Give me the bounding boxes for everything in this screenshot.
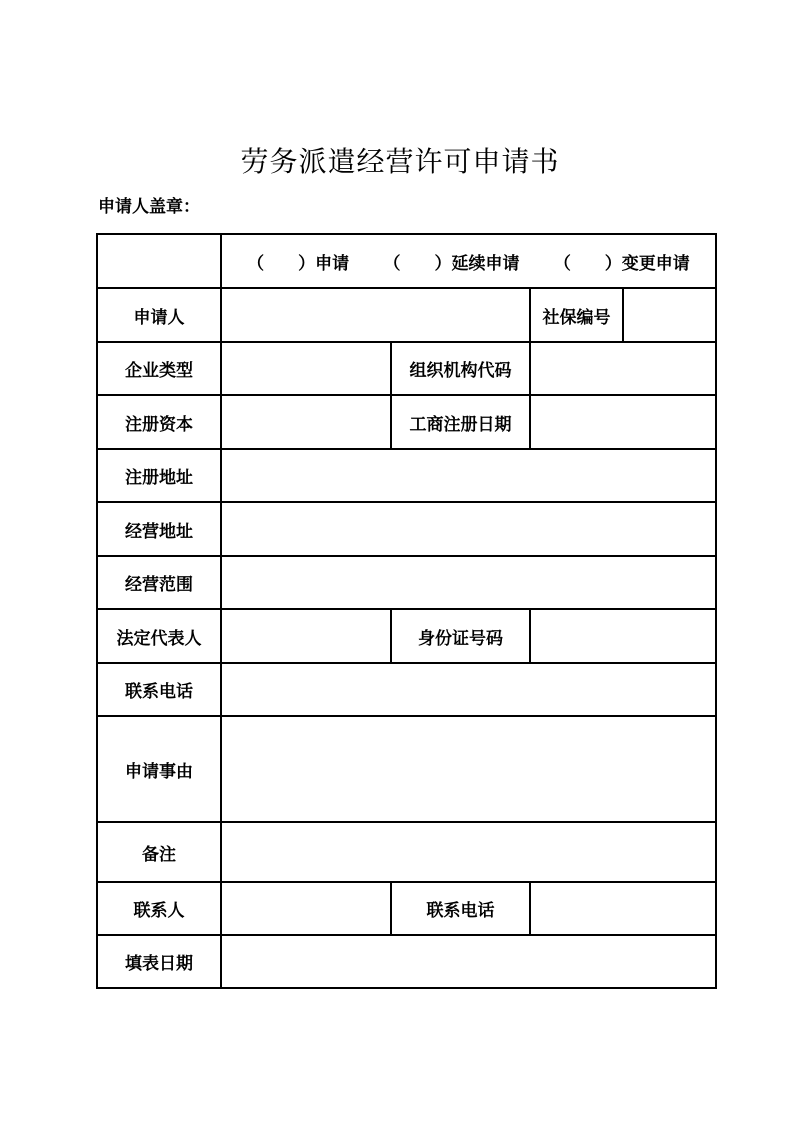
- label-registration-date: 工商注册日期: [391, 395, 530, 449]
- label-registered-address: 注册地址: [97, 449, 221, 502]
- field-legal-representative[interactable]: [221, 609, 391, 663]
- label-legal-representative: 法定代表人: [97, 609, 221, 663]
- field-social-security-no[interactable]: [623, 288, 716, 342]
- option-change-application[interactable]: （ ）变更申请: [553, 253, 690, 274]
- label-org-code: 组织机构代码: [391, 342, 530, 395]
- field-contact-phone[interactable]: [221, 663, 716, 716]
- label-reason: 申请事由: [97, 716, 221, 822]
- label-business-scope: 经营范围: [97, 556, 221, 609]
- field-business-address[interactable]: [221, 502, 716, 556]
- field-fill-date[interactable]: [221, 935, 716, 988]
- field-reason[interactable]: [221, 716, 716, 822]
- option-new-application[interactable]: （ ）申请: [247, 253, 350, 274]
- label-applicant: 申请人: [97, 288, 221, 342]
- label-business-address: 经营地址: [97, 502, 221, 556]
- application-type-cell: [221, 234, 716, 288]
- applicant-stamp-label: 申请人盖章：: [98, 197, 200, 217]
- field-contact-person[interactable]: [221, 882, 391, 935]
- label-contact-person: 联系人: [97, 882, 221, 935]
- label-contact-phone-2: 联系电话: [391, 882, 530, 935]
- label-social-security-no: 社保编号: [530, 288, 623, 342]
- form-title: 劳务派遣经营许可申请书: [240, 145, 560, 178]
- field-remarks[interactable]: [221, 822, 716, 882]
- field-business-scope[interactable]: [221, 556, 716, 609]
- label-id-number: 身份证号码: [391, 609, 530, 663]
- field-id-number[interactable]: [530, 609, 716, 663]
- field-applicant[interactable]: [221, 288, 530, 342]
- label-enterprise-type: 企业类型: [97, 342, 221, 395]
- field-registration-date[interactable]: [530, 395, 716, 449]
- field-registered-address[interactable]: [221, 449, 716, 502]
- field-registered-capital[interactable]: [221, 395, 391, 449]
- application-form-table: [96, 233, 717, 989]
- label-remarks: 备注: [97, 822, 221, 882]
- label-contact-phone: 联系电话: [97, 663, 221, 716]
- field-enterprise-type[interactable]: [221, 342, 391, 395]
- blank-header-cell: [97, 234, 221, 288]
- field-org-code[interactable]: [530, 342, 716, 395]
- label-fill-date: 填表日期: [97, 935, 221, 988]
- label-registered-capital: 注册资本: [97, 395, 221, 449]
- option-renewal-application[interactable]: （ ）延续申请: [383, 253, 520, 274]
- field-contact-phone-2[interactable]: [530, 882, 716, 935]
